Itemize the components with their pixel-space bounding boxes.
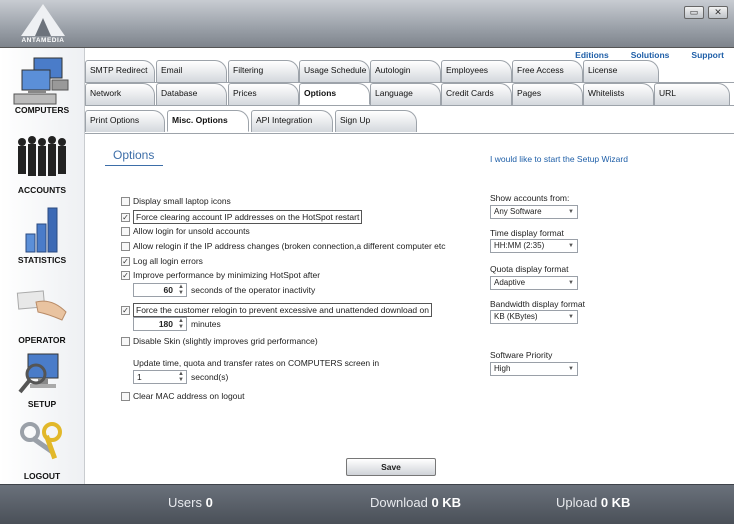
checkbox-label: Display small laptop icons: [133, 196, 231, 206]
update-rate-stepper[interactable]: [133, 370, 187, 384]
tab-usage-schedule[interactable]: Usage Schedule: [299, 60, 370, 82]
solutions-link[interactable]: Solutions: [630, 50, 670, 60]
tab-options[interactable]: Options: [299, 83, 370, 105]
checkbox-label: Disable Skin (slightly improves grid performance): [133, 336, 318, 346]
options-title: Options: [113, 148, 155, 162]
checkbox[interactable]: ✓: [122, 212, 129, 222]
checkbox-label: Force the customer relogin to prevent excessive and unattended download on: [133, 303, 432, 317]
bandwidth-format-select[interactable]: [490, 310, 578, 324]
relogin-suffix: minutes: [191, 319, 221, 329]
tab-credit-cards[interactable]: Credit Cards: [441, 83, 512, 105]
sidebar-label-computers: COMPUTERS: [14, 105, 70, 115]
support-link[interactable]: Support: [691, 50, 724, 60]
sidebar-label-statistics: STATISTICS: [17, 255, 67, 265]
tab-autologin[interactable]: Autologin: [370, 60, 441, 82]
computers-icon: [12, 54, 72, 102]
status-bar: [0, 484, 734, 524]
bandwidth-format-label: Bandwidth display format: [490, 299, 585, 309]
tab-employees[interactable]: Employees: [441, 60, 512, 82]
tab-language[interactable]: Language: [370, 83, 441, 105]
stepper-arrows-icon[interactable]: ▲ ▼: [178, 318, 184, 330]
checkbox-label: Clear MAC address on logout: [133, 391, 245, 401]
sidebar: [0, 48, 84, 484]
tab-prices[interactable]: Prices: [228, 83, 299, 105]
checkbox[interactable]: [121, 337, 130, 346]
checkbox[interactable]: [121, 392, 130, 401]
sidebar-label-setup: SETUP: [27, 399, 57, 409]
time-format-label: Time display format: [490, 228, 564, 238]
checkbox[interactable]: [121, 197, 130, 206]
checkbox-label: Allow login for unsold accounts: [133, 226, 250, 236]
option-unsold-accounts[interactable]: [121, 226, 250, 236]
sidebar-label-operator: OPERATOR: [18, 335, 66, 345]
users-stat: [168, 495, 213, 510]
option-disable-skin[interactable]: [121, 336, 318, 346]
stepper-value: 60: [163, 285, 173, 295]
editions-link[interactable]: Editions: [575, 50, 609, 60]
option-force-relogin-download[interactable]: [121, 303, 432, 317]
title-bar: [0, 0, 734, 48]
subtab-divider: [85, 133, 734, 134]
download-value: 0 KB: [431, 495, 462, 510]
stepper-value: 1: [137, 372, 142, 382]
logo-mark-icon: [21, 4, 65, 36]
quota-format-label: Quota display format: [490, 264, 569, 274]
restore-button[interactable]: ▭: [684, 6, 704, 19]
checkbox[interactable]: ✓: [122, 256, 129, 266]
tab-filtering[interactable]: Filtering: [228, 60, 299, 82]
title-underline: [105, 165, 163, 166]
tab-whitelists[interactable]: Whitelists: [583, 83, 654, 105]
select-value: Adaptive: [494, 278, 526, 287]
time-format-select[interactable]: [490, 239, 578, 253]
checkbox[interactable]: ✓: [122, 270, 129, 280]
checkbox-label: Improve performance by minimizing HotSpot after: [133, 270, 321, 280]
option-log-login-errors[interactable]: [121, 256, 203, 266]
option-small-laptop-icons[interactable]: [121, 196, 231, 206]
tab-database[interactable]: Database: [156, 83, 227, 105]
download-stat: [370, 495, 461, 510]
checkbox[interactable]: [121, 242, 130, 251]
sidebar-item-computers[interactable]: [0, 54, 84, 115]
sidebar-label-logout: LOGOUT: [23, 471, 61, 481]
sidebar-item-operator[interactable]: [0, 284, 84, 345]
antamedia-logo: [14, 4, 72, 46]
upload-stat: [556, 495, 630, 510]
statistics-icon: [12, 204, 72, 252]
option-relogin-ip-change[interactable]: [121, 241, 445, 251]
priority-label: Software Priority: [490, 350, 553, 360]
accounts-icon: [12, 134, 72, 182]
sidebar-item-logout[interactable]: [0, 420, 84, 481]
option-minimize-hotspot[interactable]: [121, 270, 320, 280]
update-rate-label: Update time, quota and transfer rates on COMPUTERS screen in: [133, 358, 380, 368]
top-links: [575, 50, 724, 60]
close-button[interactable]: ✕: [708, 6, 728, 19]
logo-text: ANTAMEDIA: [21, 37, 65, 44]
select-value: KB (KBytes): [494, 312, 538, 321]
upload-value: 0 KB: [600, 495, 631, 510]
update-rate-suffix: second(s): [191, 372, 229, 382]
tab-pages[interactable]: Pages: [512, 83, 583, 105]
setup-icon: [12, 348, 72, 396]
inactivity-suffix: seconds of the operator inactivity: [191, 285, 316, 295]
main-panel: [84, 48, 734, 484]
checkbox-label: Log all login errors: [133, 256, 203, 266]
save-button[interactable]: Save: [346, 458, 436, 476]
tab-free-access[interactable]: Free Access: [512, 60, 583, 82]
priority-select[interactable]: [490, 362, 578, 376]
stepper-value: 180: [158, 319, 173, 329]
tab-divider-2: [85, 105, 734, 106]
users-value: 0: [205, 495, 213, 510]
inactivity-stepper[interactable]: [133, 283, 187, 297]
dropdown-arrow-icon: ▼: [568, 314, 574, 320]
select-value: HH:MM (2:35): [494, 241, 545, 250]
tab-network[interactable]: Network: [85, 83, 155, 105]
checkbox-label: Force clearing account IP addresses on the HotSpot restart: [133, 210, 362, 224]
upload-label: Upload: [556, 495, 598, 510]
subtab-misc-options[interactable]: Misc. Options: [167, 110, 249, 132]
quota-format-select[interactable]: [490, 276, 578, 290]
show-accounts-label: Show accounts from:: [490, 193, 570, 203]
checkbox-label: Allow relogin if the IP address changes (broken connection,a different computer etc: [133, 241, 446, 251]
dropdown-arrow-icon: ▼: [568, 280, 574, 286]
stepper-arrows-icon[interactable]: ▲ ▼: [178, 371, 184, 383]
stepper-arrows-icon[interactable]: ▲ ▼: [178, 284, 184, 296]
subtab-print-options[interactable]: Print Options: [85, 110, 165, 132]
subtab-sign-up[interactable]: Sign Up: [335, 110, 417, 132]
sidebar-label-accounts: ACCOUNTS: [17, 185, 67, 195]
show-accounts-select[interactable]: [490, 205, 578, 219]
download-label: Download: [370, 495, 428, 510]
relogin-minutes-stepper[interactable]: [133, 317, 187, 331]
dropdown-arrow-icon: ▼: [568, 366, 574, 372]
tab-smtp-redirect[interactable]: SMTP Redirect: [85, 60, 155, 82]
sidebar-item-accounts[interactable]: [0, 134, 84, 195]
logout-icon: [12, 420, 72, 468]
sidebar-item-setup[interactable]: [0, 348, 84, 409]
setup-wizard-link[interactable]: I would like to start the Setup Wizard: [490, 154, 628, 164]
tab-url[interactable]: URL: [654, 83, 730, 105]
operator-icon: [12, 284, 72, 332]
select-value: High: [494, 364, 511, 373]
sidebar-item-statistics[interactable]: [0, 204, 84, 265]
dropdown-arrow-icon: ▼: [568, 209, 574, 215]
option-clear-mac[interactable]: [121, 391, 245, 401]
tab-license[interactable]: License: [583, 60, 659, 82]
option-force-clearing-ip[interactable]: [121, 210, 362, 224]
dropdown-arrow-icon: ▼: [568, 243, 574, 249]
users-label: Users: [168, 495, 202, 510]
checkbox[interactable]: ✓: [122, 305, 129, 315]
subtab-api-integration[interactable]: API Integration: [251, 110, 333, 132]
checkbox[interactable]: [121, 227, 130, 236]
select-value: Any Software: [494, 207, 542, 216]
tab-email[interactable]: Email: [156, 60, 227, 82]
